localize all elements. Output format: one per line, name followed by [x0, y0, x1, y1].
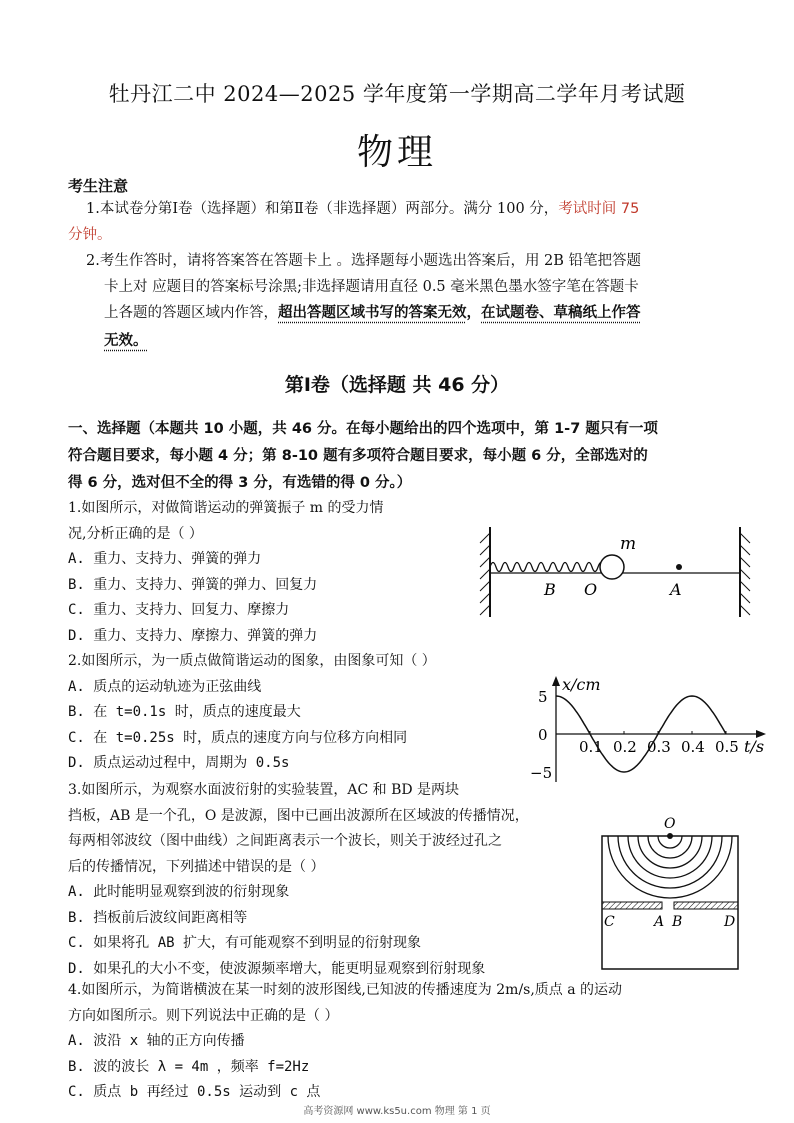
- q1-stem-1: 1.如图所示，对做简谐运动的弹簧振子 m 的受力情: [68, 500, 384, 516]
- question-1: [68, 496, 384, 649]
- notice-item-2-line1: 2.考生作答时，请将答案答在答题卡上 。选择题每小题选出答案后，用 2B 铅笔把答题: [86, 253, 642, 269]
- q2-shm-chart: [526, 672, 778, 787]
- question-2: [68, 649, 436, 777]
- label-A: A: [670, 580, 682, 599]
- label-m: m: [620, 534, 637, 554]
- notice-item-2-line4: 无效。: [104, 333, 148, 349]
- q1-option-d[interactable]: D. 重力、支持力、摩擦力、弹簧的弹力: [68, 627, 318, 644]
- label-B: B: [672, 914, 683, 930]
- q2-option-a[interactable]: A. 质点的运动轨迹为正弦曲线: [68, 678, 262, 695]
- q3-option-a[interactable]: A. 此时能明显观察到波的衍射现象: [68, 884, 290, 900]
- q2-option-b[interactable]: B. 在 t=0.1s 时，质点的速度最大: [68, 704, 301, 720]
- section-instructions: [68, 416, 732, 497]
- label-A: A: [654, 914, 665, 930]
- subject-title: 物理: [356, 132, 437, 173]
- notice-item-2-line2: 卡上对 应题目的答案标号涂黑;非选择题请用直径 0.5 毫米黑色墨水签字笔在答题卡: [104, 279, 639, 295]
- notice-item-1: [86, 196, 736, 222]
- q4-option-a[interactable]: A. 波沿 x 轴的正方向传播: [68, 1033, 245, 1049]
- q1-option-a[interactable]: A. 重力、支持力、弹簧的弹力: [68, 551, 262, 567]
- q3-option-b[interactable]: B. 挡板前后波纹间距离相等: [68, 909, 248, 926]
- q3-option-d[interactable]: D. 如果孔的大小不变，使波源频率增大，能更明显观察到衍射现象: [68, 960, 486, 977]
- q2-option-c[interactable]: C. 在 t=0.25s 时，质点的速度方向与位移方向相同: [68, 729, 408, 746]
- instr-line-2: 符合题目要求，每小题 4 分；第 8-10 题有多项符合题目要求，每小题 6 分，全部选对的: [68, 448, 648, 464]
- q3-option-c[interactable]: C. 如果将孔 AB 扩大，有可能观察不到明显的衍射现象: [68, 935, 421, 951]
- q4-stem-2: 方向如图所示。则下列说法中正确的是（ ）: [68, 1007, 339, 1024]
- q3-stem-2: 挡板，AB 是一个孔，O 是波源，图中已画出波源所在区域波的传播情况，: [68, 807, 529, 824]
- notice-time-red-cont: 分钟。: [68, 227, 112, 243]
- x-tick-label: 0.5: [715, 738, 739, 756]
- q3-diffraction-figure: [598, 812, 746, 974]
- notice-item-2-line3: [104, 300, 744, 326]
- notice-item-1-text: 1.本试卷分第Ⅰ卷（选择题）和第Ⅱ卷（非选择题）两部分。满分 100 分，: [86, 201, 559, 217]
- q4-option-b[interactable]: B. 波的波长 λ = 4m ，频率 f=2Hz: [68, 1058, 310, 1075]
- oscillator-ball: [600, 555, 624, 579]
- label-O: O: [584, 580, 598, 599]
- y-tick-label: 5: [538, 688, 548, 706]
- x-axis-label: t/s: [744, 737, 765, 756]
- q2-stem: 2.如图所示，为一质点做简谐运动的图象，由图象可知（ ）: [68, 653, 436, 669]
- page-footer: 高考资源网 www.ks5u.com 物理 第 1 页: [303, 1106, 491, 1117]
- y-tick-label: 0: [538, 726, 548, 744]
- q1-spring-figure: [472, 525, 762, 625]
- q3-stem-1: 3.如图所示，为观察水面波衍射的实验装置，AC 和 BD 是两块: [68, 782, 460, 798]
- notice-emph-1: 超出答题区域书写的答案无效: [278, 305, 467, 321]
- label-B: B: [544, 580, 556, 599]
- x-tick-label: 0.3: [647, 738, 671, 756]
- y-tick-label: −5: [530, 764, 553, 782]
- notice-line3-c: ，: [466, 305, 481, 321]
- notice-line3-a: 上各题的答题区域内作答，: [104, 305, 278, 321]
- x-tick-label: 0.2: [613, 738, 637, 756]
- label-D: D: [724, 914, 736, 930]
- instr-line-3: 得 6 分，选对但不全的得 3 分，有选错的得 0 分。）: [68, 475, 412, 491]
- y-axis-label: x/cm: [562, 675, 601, 694]
- notice-heading: 考生注意: [68, 177, 129, 195]
- x-tick-label: 0.4: [681, 738, 705, 756]
- question-3: [68, 778, 529, 982]
- q2-option-d[interactable]: D. 质点运动过程中，周期为 0.5s: [68, 755, 290, 771]
- q4-option-c[interactable]: C. 质点 b 再经过 0.5s 运动到 c 点: [68, 1084, 321, 1100]
- exam-title: 牡丹江二中 2024—2025 学年度第一学期高二学年月考试题: [108, 82, 686, 106]
- section-title: 第Ⅰ卷（选择题 共 46 分）: [284, 374, 510, 396]
- notice-time-red: 考试时间 75: [558, 201, 640, 217]
- q1-option-b[interactable]: B. 重力、支持力、弹簧的弹力、回复力: [68, 576, 318, 593]
- label-C: C: [604, 914, 615, 930]
- y-axis-arrow: [552, 676, 560, 686]
- question-4: [68, 978, 622, 1106]
- q4-stem-1: 4.如图所示，为简谐横波在某一时刻的波形图线,已知波的传播速度为 2m/s,质点 a 的运动: [68, 982, 623, 998]
- barrier-bd: [674, 902, 738, 909]
- x-tick-label: 0.1: [579, 738, 603, 756]
- q3-stem-3: 每两相邻波纹（图中曲线）之间距离表示一个波长，则关于波经过孔之: [68, 833, 502, 849]
- instr-line-1: 一、选择题（本题共 10 小题，共 46 分。在每小题给出的四个选项中，第 1-7 题只有一项: [68, 421, 658, 437]
- label-O: O: [664, 816, 676, 832]
- notice-emph-2: 在试题卷、草稿纸上作答: [481, 305, 641, 321]
- q1-stem-2: 况,分析正确的是（ ）: [68, 525, 203, 542]
- barrier-ac: [602, 902, 662, 909]
- q1-option-c[interactable]: C. 重力、支持力、回复力、摩擦力: [68, 602, 290, 618]
- spring-coil: [490, 563, 610, 572]
- q3-stem-4: 后的传播情况，下列描述中错误的是（ ）: [68, 858, 325, 875]
